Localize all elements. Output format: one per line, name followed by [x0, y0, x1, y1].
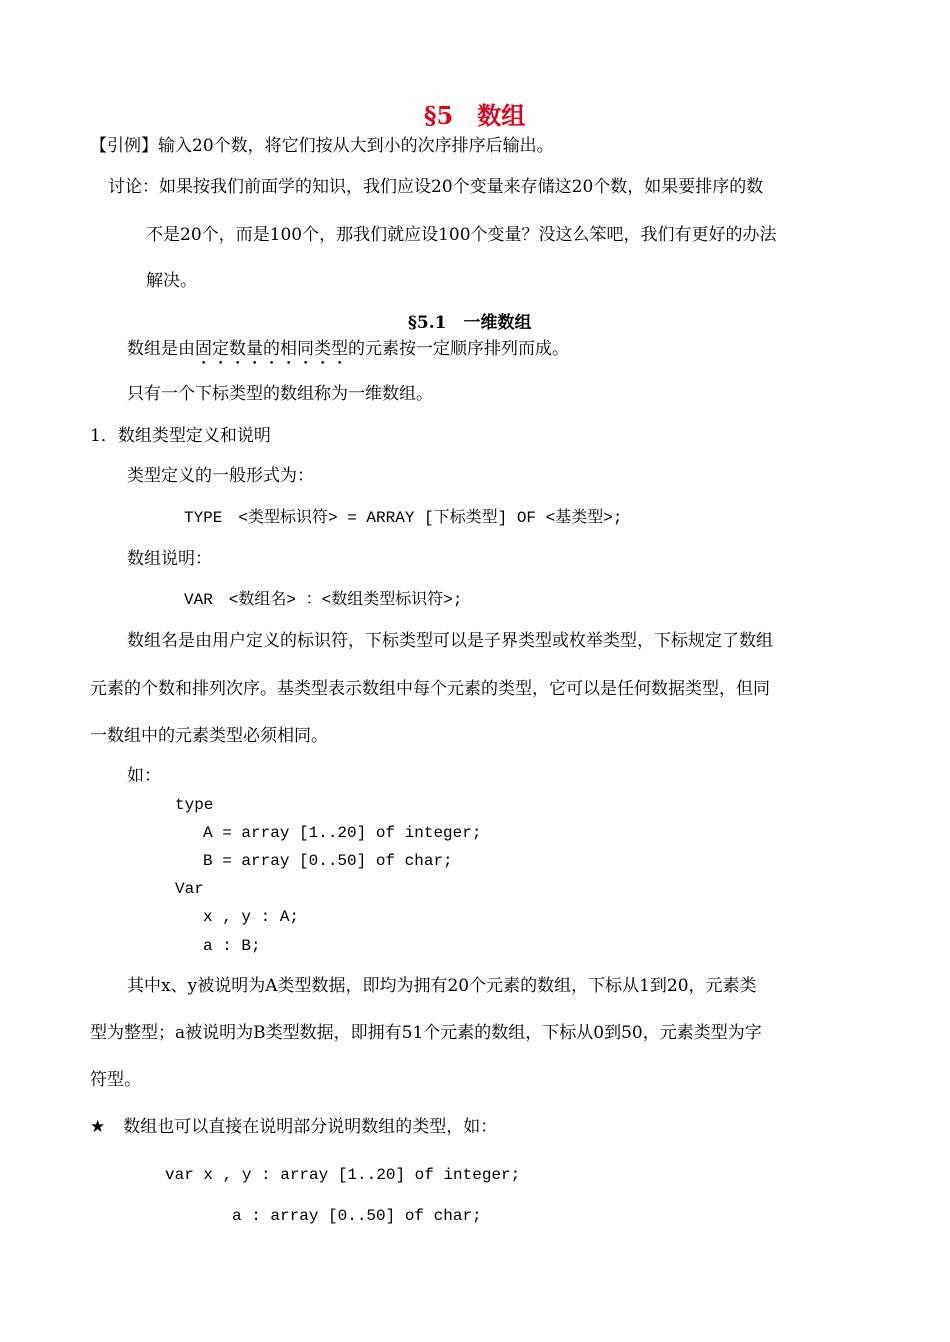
star-icon: ★: [90, 1117, 106, 1137]
star-note: [90, 1116, 497, 1138]
type-def-syntax: TYPE <类型标识符> = ARRAY [下标类型] OF <基类型>;: [184, 509, 623, 527]
discussion-line-2: 不是20个，而是100个，那我们就应设100个变量？没这么笨吧，我们有更好的办法: [146, 225, 777, 245]
example-label: 如：: [127, 766, 161, 786]
definition-emphasis: 固定数量的相同类型: [195, 339, 348, 359]
explanation-line-1: 数组名是由用户定义的标识符，下标类型可以是子界类型或枚举类型，下标规定了数组: [127, 631, 773, 651]
discussion-line-1: 讨论：如果按我们前面学的知识，我们应设20个变量来存储这20个数，如果要排序的数: [108, 177, 764, 197]
code-line: type: [175, 796, 214, 814]
example-explain-line-3: 符型。: [90, 1070, 141, 1090]
chapter-title: §5 数组: [424, 101, 526, 130]
intro-example: [90, 135, 554, 157]
explanation-line-3: 一数组中的元素类型必须相同。: [90, 726, 328, 746]
var-label: 数组说明：: [127, 549, 212, 569]
explanation-line-2: 元素的个数和排列次序。基类型表示数组中每个元素的类型，它可以是任何数据类型，但同: [90, 679, 770, 699]
definition-part-1: 数组是由: [127, 339, 195, 359]
example-text: 输入20个数，将它们按从大到小的次序排序后输出。: [158, 136, 554, 156]
discussion-line-3: 解决。: [146, 271, 197, 291]
code-line: a : B;: [203, 937, 261, 955]
example-explain-line-1: 其中x、y被说明为A类型数据，即均为拥有20个元素的数组，下标从1到20，元素类: [127, 976, 757, 996]
var-syntax: VAR <数组名> ：<数组类型标识符>;: [184, 591, 463, 609]
code-line: a : array [0..50] of char;: [232, 1207, 482, 1225]
code-line: B = array [0..50] of char;: [203, 852, 453, 870]
code-line: var x , y : array [1..20] of integer;: [165, 1166, 521, 1184]
example-explain-line-2: 型为整型；a被说明为B类型数据，即拥有51个元素的数组，下标从0到50，元素类型为字: [90, 1023, 762, 1043]
code-line: Var: [175, 880, 204, 898]
section-heading: §5.1 一维数组: [408, 313, 532, 333]
type-def-label: 类型定义的一般形式为：: [127, 466, 314, 486]
array-definition: [127, 338, 569, 369]
star-note-text: 数组也可以直接在说明部分说明数组的类型，如：: [123, 1117, 498, 1137]
code-line: x , y : A;: [203, 908, 300, 926]
code-line: A = array [1..20] of integer;: [203, 824, 482, 842]
item-1-heading: 1．数组类型定义和说明: [90, 426, 271, 446]
definition-part-2: 的元素按一定顺序排列而成。: [348, 339, 569, 359]
example-tag: 【引例】: [90, 136, 158, 156]
one-dim-definition: 只有一个下标类型的数组称为一维数组。: [127, 384, 433, 404]
